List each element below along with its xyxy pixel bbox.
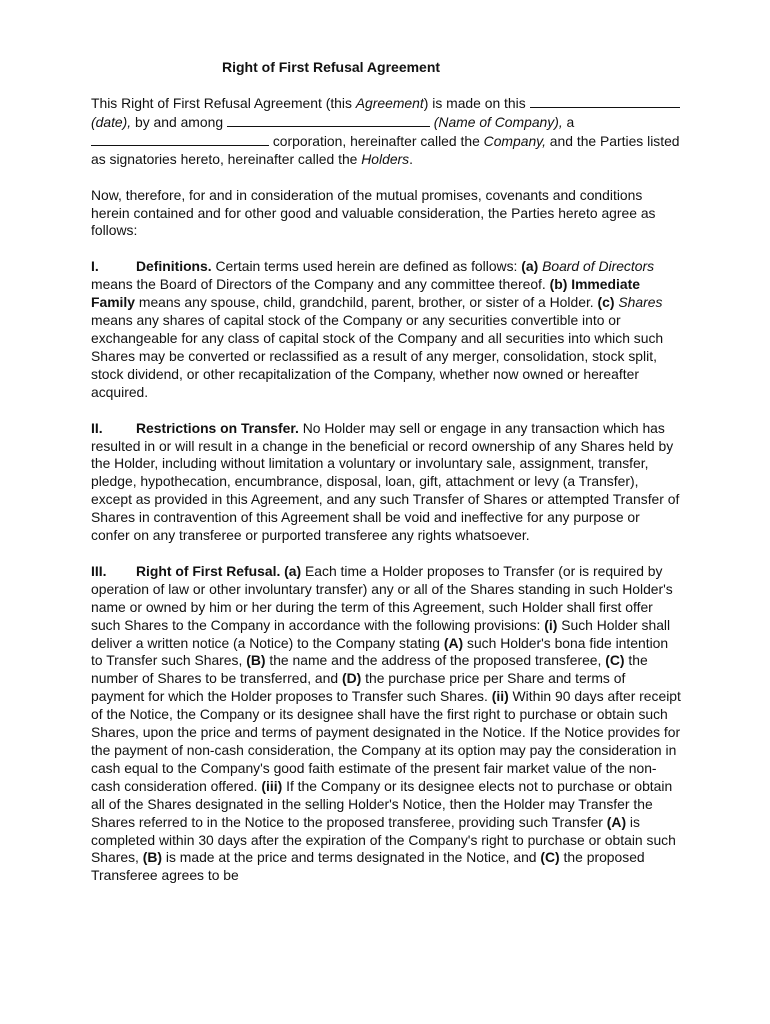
clause-marker: (B) xyxy=(142,849,163,866)
section-restrictions xyxy=(91,420,681,545)
company-term: Company, xyxy=(483,132,546,149)
section-text: such Holder's bona fide intention to Transfer such Shares, xyxy=(91,634,669,669)
intro-text: ) is made on this xyxy=(423,95,530,111)
document-title: Right of First Refusal Agreement xyxy=(222,59,441,75)
clause-marker: (C) xyxy=(540,849,560,866)
intro-paragraph xyxy=(91,94,681,169)
date-blank-line xyxy=(530,94,680,108)
clause-marker: (D) xyxy=(341,670,362,687)
intro-text: corporation, hereinafter called the xyxy=(269,132,484,149)
clause-marker: (a) xyxy=(280,562,302,579)
section-number: I. xyxy=(91,258,99,275)
intro-text: . xyxy=(409,150,413,167)
clause-marker: (C) xyxy=(605,652,625,669)
recital-paragraph: Now, therefore, for and in consideration of the mutual promises, covenants and conditions herein contained and for other good and valuable consideration, the Parties hereto agree as follows: xyxy=(91,186,656,239)
section-text: No Holder may sell or engage in any transaction which has resulted in or will result in a change in the beneficial or record ownership of any Shares held by the Holder, including without limitation a voluntary or involuntary sale, assignment, transfer, pledge, hypothecation, encumbrance, disposal, loan, gift, attachment or levy (a Transfer), except as provided in this Agreement, and any such Transfer of Shares or attempted Transfer of Shares in contravention of this Agreement shall be void and ineffective for any purpose or confer on any transferee or purported transferee any rights whatsoever. xyxy=(91,419,680,544)
clause-marker: (A) xyxy=(443,634,464,651)
section-text: means any shares of capital stock of the Company or any securities convertible into or exchangeable for any class of capital stock of the Company and all securities into which such Shares may be converted or reclassified as a result of any merger, consolidation, stock split, stock dividend, or other recapitalization of the Company, whether now owned or hereafter acquired. xyxy=(91,312,664,400)
clause-marker: (B) xyxy=(246,652,266,669)
agreement-term: Agreement xyxy=(355,95,424,111)
clause-marker: (ii) xyxy=(491,688,509,705)
section-text: is completed within 30 days after the expiration of the Company's right to purchase or obtain such Shares, xyxy=(91,813,676,866)
clause-marker: (c) xyxy=(597,294,615,311)
state-blank-line xyxy=(91,132,269,146)
section-text: the proposed Transferee agrees to be xyxy=(91,849,645,884)
company-name-label: (Name of Company), xyxy=(433,113,563,130)
company-name-blank-line xyxy=(227,113,430,127)
intro-text: by and among xyxy=(131,113,227,130)
section-text: If the Company or its designee elects not to purchase or obtain all of the Shares designated in the selling Holder's Notice, then the Holder may Transfer the Shares referred to in the Notice to the proposed transferee, providing such Transfer xyxy=(91,777,673,830)
section-text: the purchase price per Share and terms of payment for which the Holder proposes to Transfer such Shares. xyxy=(91,670,626,705)
intro-text: and the Parties listed as signatories hereto, hereinafter called the xyxy=(91,132,680,167)
section-text: Each time a Holder proposes to Transfer (or is required by operation of law or other involuntary transfer) any or all of the Shares standing in such Holder's name or owned by him or her during the term of this Agreement, such Holder shall first offer such Shares to the Company in accordance with the following provisions: xyxy=(91,562,673,633)
section-text: means the Board of Directors of the Company and any committee thereof. xyxy=(91,276,550,293)
section-first-refusal xyxy=(91,563,681,885)
defined-term: (b) Immediate Family xyxy=(91,276,640,311)
section-text: means any spouse, child, grandchild, parent, brother, or sister of a Holder. xyxy=(135,294,598,311)
clause-marker: (A) xyxy=(606,813,627,830)
section-text: the number of Shares to be transferred, and xyxy=(91,652,648,687)
section-definitions xyxy=(91,258,681,401)
section-number: III. xyxy=(91,562,107,579)
section-text: Such Holder shall deliver a written notice (a Notice) to the Company stating xyxy=(91,616,671,651)
section-text: Within 90 days after receipt of the Notice, the Company or its designee shall have the first right to purchase or obtain such Shares, upon the price and terms of payment designated in the Notice. If the Notice provides for the payment of non-cash consideration, the Company at its option may pay the consideration in cash equal to the Company's good faith estimate of the present fair market value of the non-cash consideration offered. xyxy=(91,688,681,794)
date-label: (date), xyxy=(91,113,132,130)
document-body xyxy=(91,58,681,885)
section-text: Certain terms used herein are defined as follows: xyxy=(211,258,522,275)
section-text: is made at the price and terms designated in the Notice, and xyxy=(162,849,541,866)
clause-marker: (iii) xyxy=(261,777,283,794)
section-heading: Definitions. xyxy=(136,258,212,275)
defined-term: Shares xyxy=(614,294,663,311)
section-number: II. xyxy=(91,419,103,436)
section-heading: Right of First Refusal. xyxy=(136,562,281,579)
clause-marker: (a) xyxy=(521,258,539,275)
intro-text: a xyxy=(562,113,575,130)
holders-term: Holders xyxy=(361,150,410,167)
defined-term: Board of Directors xyxy=(538,258,655,275)
clause-marker: (i) xyxy=(544,616,558,633)
section-heading: Restrictions on Transfer. xyxy=(136,419,299,436)
intro-text: This Right of First Refusal Agreement (this xyxy=(91,95,356,111)
section-text: the name and the address of the proposed transferee, xyxy=(265,652,606,669)
